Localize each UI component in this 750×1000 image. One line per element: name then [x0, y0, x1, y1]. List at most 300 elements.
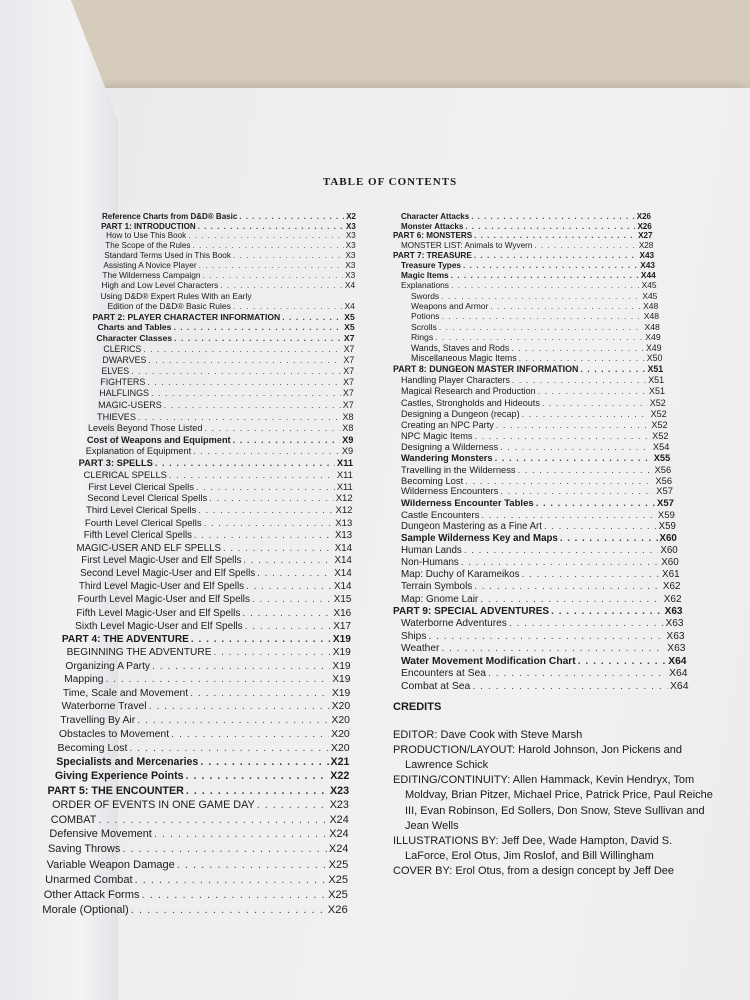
toc-entry-page: X21	[330, 756, 350, 769]
toc-entry-leader	[164, 400, 341, 410]
toc-entry-label: Other Attack Forms	[43, 888, 140, 901]
toc-entry-label: DWARVES	[102, 354, 147, 365]
toc-entry-label: Reference Charts from D&D® Basic	[102, 212, 238, 221]
toc-entry-leader	[480, 594, 661, 605]
toc-entry	[401, 631, 685, 642]
toc-entry	[401, 476, 672, 486]
toc-entry-leader	[246, 582, 332, 593]
toc-entry	[55, 771, 349, 783]
toc-entry-label: Becoming Lost	[401, 474, 464, 486]
toc-entry-page: X9	[341, 446, 354, 457]
toc-entry-leader	[488, 668, 667, 679]
toc-entry-label: Obstacles to Movement	[58, 728, 170, 740]
toc-entry-page: X43	[639, 251, 655, 261]
toc-entry-page: X57	[656, 497, 674, 509]
toc-entry-label: Assisting A Novice Player	[103, 261, 197, 270]
toc-entry-label: Travelling in the Wilderness	[401, 464, 516, 475]
toc-entry-leader	[149, 701, 330, 712]
toc-entry-page: X48	[643, 300, 659, 311]
toc-entry-label: Handling Player Characters	[401, 374, 510, 385]
toc-entry-label: PART 2: PLAYER CHARACTER INFORMATION	[92, 311, 281, 322]
toc-entry-label: Unarmed Combat	[45, 873, 133, 886]
toc-entry-page: X14	[334, 567, 352, 579]
toc-entry	[80, 569, 352, 580]
toc-entry-label: Ships	[401, 630, 427, 642]
toc-entry-label: MAGIC-USER AND ELF SPELLS	[76, 542, 222, 554]
toc-entry-leader	[151, 389, 341, 399]
toc-entry-leader	[200, 757, 328, 769]
toc-entry-page: X64	[670, 680, 689, 692]
toc-entry	[42, 904, 347, 916]
toc-entry-page: X19	[331, 687, 351, 699]
toc-entry-label: Designing a Wilderness	[401, 441, 499, 452]
toc-entry-leader	[191, 634, 331, 645]
toc-entry-leader	[534, 241, 636, 250]
toc-entry-page: X43	[640, 261, 655, 271]
toc-entry	[393, 365, 663, 375]
toc-entry	[393, 606, 683, 617]
toc-entry-label: Water Movement Modification Chart	[401, 655, 576, 667]
toc-entry	[96, 334, 354, 344]
toc-entry-page: X4	[344, 280, 356, 291]
toc-entry	[401, 442, 669, 452]
toc-entry	[401, 241, 653, 250]
toc-entry-leader	[542, 398, 648, 408]
toc-entry	[56, 757, 349, 769]
toc-entry-label: Scrolls	[411, 321, 437, 332]
toc-entry-leader	[511, 344, 644, 354]
toc-entry-page: X27	[638, 231, 653, 241]
toc-entry	[411, 292, 657, 301]
toc-entry-page: X51	[649, 385, 665, 396]
toc-entry-label: Potions	[411, 311, 440, 322]
toc-entry	[105, 241, 355, 250]
toc-entry-page: X7	[343, 376, 354, 387]
toc-entry-leader	[203, 271, 344, 280]
toc-entry-page: X19	[332, 674, 351, 685]
toc-entry-page: X9	[342, 434, 354, 445]
toc-entry-leader	[106, 674, 331, 685]
toc-entry	[92, 313, 354, 323]
toc-entry	[411, 354, 662, 364]
toc-entry	[401, 546, 678, 557]
toc-entry-leader	[428, 631, 664, 642]
toc-entry	[85, 519, 352, 530]
toc-entry-page: X7	[343, 354, 355, 365]
toc-entry-leader	[522, 409, 649, 419]
toc-entry-label: Map: Duchy of Karameikos	[401, 568, 520, 580]
toc-entry-leader	[435, 333, 643, 343]
toc-entry-label: Wilderness Encounter Tables	[401, 497, 534, 509]
toc-entry-label: Giving Experience Points	[54, 770, 184, 783]
toc-entry-leader	[204, 519, 334, 530]
toc-entry-leader	[442, 312, 642, 322]
toc-entry-label: Terrain Symbols	[401, 580, 473, 592]
toc-entry	[393, 231, 653, 240]
toc-entry	[411, 302, 658, 312]
toc-entry-label: First Level Clerical Spells	[88, 481, 194, 492]
toc-entry-page: X63	[667, 643, 686, 655]
toc-entry-leader	[198, 506, 333, 517]
toc-entry-label: Swords	[411, 290, 440, 301]
toc-entry-leader	[233, 251, 343, 260]
toc-entry-label: Castle Encounters	[401, 509, 480, 521]
toc-entry-leader	[142, 889, 327, 901]
toc-entry-leader	[131, 904, 326, 916]
toc-entry	[84, 531, 352, 542]
toc-entry	[97, 323, 354, 333]
toc-entry-page: X13	[335, 517, 353, 529]
toc-entry-page: X15	[333, 593, 352, 605]
toc-entry-label: First Level Magic-User and Elf Spells	[81, 555, 242, 567]
toc-entry-label: High and Low Level Characters	[101, 280, 219, 291]
credits-line: LaForce, Erol Otus, Jim Roslof, and Bill Willingham	[405, 849, 654, 862]
toc-entry-page: X23	[329, 784, 350, 797]
toc-entry-label: CLERICAL SPELLS	[83, 470, 167, 480]
toc-entry	[401, 409, 667, 419]
toc-entry-page: X3	[345, 261, 356, 270]
toc-entry-leader	[152, 661, 330, 672]
toc-entry-label: Defensive Movement	[49, 828, 152, 841]
toc-entry-label: Fourth Level Clerical Spells	[84, 517, 202, 529]
toc-entry-leader	[496, 420, 650, 430]
toc-entry-label: Weather	[401, 643, 440, 655]
toc-entry-leader	[137, 715, 329, 726]
toc-entry	[401, 222, 652, 231]
toc-entry-leader	[135, 874, 327, 886]
toc-entry-leader	[560, 534, 658, 545]
toc-entry-label: The Scope of the Rules	[105, 241, 191, 251]
toc-entry-page: X25	[328, 873, 349, 886]
toc-entry	[58, 743, 350, 755]
toc-entry-leader	[220, 281, 343, 290]
toc-entry	[401, 618, 684, 629]
toc-entry-page: X45	[641, 280, 657, 291]
toc-entry-leader	[190, 688, 330, 699]
toc-entry	[401, 668, 688, 679]
toc-entry-label: NPC Magic Items	[401, 430, 473, 441]
credits-line: Moldvay, Brian Pitzer, Michael Price, Patrick Price, Paul Reiche	[405, 789, 713, 802]
toc-entry-page: X63	[664, 606, 683, 618]
toc-entry-leader	[147, 378, 341, 388]
toc-entry-page: X19	[332, 660, 351, 672]
toc-entry	[107, 302, 354, 312]
toc-entry	[401, 594, 682, 605]
toc-entry	[59, 729, 350, 741]
toc-entry-label: Fifth Level Clerical Spells	[83, 530, 192, 541]
toc-entry	[401, 656, 686, 667]
toc-entry-page: X12	[335, 505, 353, 517]
toc-entry-leader	[490, 302, 641, 312]
toc-entry-leader	[98, 815, 327, 827]
toc-entry	[411, 323, 660, 333]
toc-entry	[67, 647, 351, 658]
toc-entry	[104, 251, 355, 260]
toc-entry-page: X3	[345, 251, 356, 260]
toc-entry	[401, 431, 668, 441]
toc-entry-page: X16	[333, 607, 352, 619]
toc-entry-label: Combat at Sea	[401, 680, 471, 692]
toc-entry-leader	[174, 334, 342, 344]
toc-entry-page: X51	[647, 364, 664, 374]
toc-entry-label: ELVES	[101, 365, 130, 376]
toc-entry-label: Miscellaneous Magic Items	[411, 353, 517, 364]
toc-entry-leader	[518, 465, 653, 475]
toc-entry	[401, 376, 664, 386]
toc-entry-label: Wands, Staves and Rods	[411, 342, 510, 353]
toc-entry-label: Using D&D® Expert Rules With an Early	[100, 290, 252, 301]
toc-entry-leader	[439, 323, 643, 333]
toc-entry-leader	[233, 302, 343, 312]
toc-entry	[62, 634, 351, 645]
toc-entry	[102, 212, 356, 221]
toc-entry-leader	[536, 499, 655, 510]
toc-entry-label: Wandering Monsters	[401, 453, 493, 464]
toc-entry-leader	[441, 292, 640, 301]
toc-entry-page: X3	[345, 231, 356, 241]
toc-entry-leader	[129, 743, 328, 755]
toc-entry-page: X11	[337, 458, 354, 469]
toc-entry-leader	[199, 261, 344, 270]
toc-entry-leader	[177, 859, 327, 871]
toc-entry-leader	[495, 453, 652, 463]
toc-entry-page: X64	[669, 668, 688, 680]
toc-entry-leader	[245, 621, 331, 632]
toc-entry-page: X50	[646, 353, 663, 364]
toc-entry	[401, 487, 673, 497]
toc-entry-label: Treasure Types	[401, 261, 462, 271]
toc-entry	[401, 398, 666, 408]
toc-entry-leader	[451, 281, 640, 290]
toc-entry-leader	[474, 582, 661, 593]
credits-line: COVER BY: Erol Otus, from a design concept by Jeff Dee	[393, 864, 675, 877]
toc-entry-page: X14	[334, 542, 352, 554]
toc-entry-page: X20	[331, 701, 351, 713]
toc-entry-label: Character Classes	[96, 332, 173, 343]
toc-entry	[75, 621, 351, 632]
toc-entry	[79, 582, 352, 593]
toc-entry-page: X5	[344, 322, 355, 333]
toc-entry-label: How to Use This Book	[106, 231, 187, 241]
toc-entry-leader	[252, 595, 332, 606]
toc-entry-label: Travelling By Air	[60, 715, 136, 727]
toc-entry-leader	[194, 531, 333, 542]
toc-entry-leader	[188, 231, 344, 240]
toc-entry-page: X57	[656, 486, 674, 498]
toc-entry-page: X11	[336, 470, 353, 480]
toc-entry	[78, 595, 352, 606]
toc-entry-page: X54	[652, 441, 670, 452]
toc-entry	[102, 356, 354, 366]
toc-entry-leader	[580, 365, 645, 375]
toc-entry-leader	[209, 494, 334, 504]
toc-entry-leader	[154, 829, 327, 841]
toc-entry-leader	[169, 470, 335, 480]
toc-entry-page: X56	[655, 474, 673, 486]
toc-entry	[401, 511, 675, 522]
toc-entry-page: X22	[330, 770, 350, 783]
toc-entry-page: X8	[342, 423, 354, 433]
toc-entry	[88, 482, 352, 492]
toc-entry	[401, 261, 655, 270]
toc-entry-leader	[143, 345, 341, 355]
toc-entry-page: X13	[335, 530, 353, 541]
toc-entry	[76, 608, 351, 619]
toc-entry-page: X26	[637, 221, 652, 231]
toc-entry-page: X14	[334, 555, 352, 567]
toc-entry-leader	[242, 608, 331, 619]
toc-entry-label: PART 7: TREASURE	[393, 251, 472, 261]
toc-entry	[48, 786, 350, 798]
toc-entry	[393, 251, 654, 260]
toc-entry	[401, 212, 651, 221]
toc-entry	[401, 681, 689, 692]
toc-entry	[48, 844, 348, 856]
toc-entry	[401, 643, 685, 654]
toc-entry-page: X24	[329, 813, 349, 826]
toc-entry-label: Variable Weapon Damage	[46, 858, 175, 871]
toc-entry-page: X48	[643, 311, 660, 322]
toc-entry-label: Fourth Level Magic-User and Elf Spells	[77, 593, 250, 605]
toc-entry-label: Wilderness Encounters	[401, 486, 499, 498]
toc-entry	[47, 859, 349, 871]
toc-entry-page: X14	[333, 580, 352, 592]
toc-entry-label: PART 9: SPECIAL ADVENTURES	[393, 606, 550, 618]
toc-entry-page: X52	[652, 430, 669, 441]
toc-entry-leader	[538, 387, 647, 397]
toc-entry-label: PART 1: INTRODUCTION	[101, 221, 196, 231]
toc-entry-page: X56	[654, 464, 672, 475]
toc-entry-label: Morale (Optional)	[42, 903, 129, 916]
toc-entry-page: X52	[649, 397, 666, 408]
toc-entry-label: Organizing A Party	[65, 660, 151, 672]
toc-entry-label: Time, Scale and Movement	[62, 687, 189, 699]
toc-entry-label: Rings	[411, 332, 434, 343]
toc-entry-page: X8	[342, 411, 354, 422]
toc-entry-page: X63	[665, 618, 684, 630]
toc-entry-page: X25	[328, 858, 349, 871]
toc-entry-label: Weapons and Armor	[411, 300, 489, 311]
toc-entry-page: X3	[345, 270, 356, 281]
toc-entry	[98, 400, 354, 410]
toc-entry	[79, 458, 353, 468]
toc-entry-label: Explanations	[401, 280, 449, 291]
toc-entry	[65, 661, 350, 672]
toc-entry-label: Mapping	[64, 674, 104, 685]
toc-entry-label: Edition of the D&D® Basic Rules	[107, 301, 231, 311]
toc-entry-leader	[257, 800, 328, 812]
toc-entry	[106, 231, 356, 240]
toc-entry-page: X24	[328, 842, 349, 855]
toc-entry-label: Second Level Clerical Spells	[87, 493, 208, 505]
toc-entry-label: Explanation of Equipment	[85, 446, 192, 457]
toc-entry	[401, 453, 670, 463]
toc-entry-label: BEGINNING THE ADVENTURE	[66, 647, 212, 659]
toc-entry	[64, 674, 350, 685]
toc-entry	[87, 435, 353, 445]
toc-entry-page: X17	[333, 620, 352, 632]
toc-entry-page: X26	[636, 212, 651, 221]
toc-entry	[51, 815, 349, 827]
toc-entry	[103, 261, 355, 270]
toc-entry	[401, 570, 680, 581]
toc-entry-leader	[173, 323, 342, 333]
toc-entry-label: Standard Terms Used in This Book	[104, 251, 231, 260]
toc-entry	[411, 333, 661, 343]
page-title: TABLE OF CONTENTS	[322, 176, 458, 188]
toc-entry	[97, 412, 354, 422]
toc-entry	[88, 423, 354, 433]
toc-entry-label: Third Level Clerical Spells	[86, 505, 197, 517]
toc-entry	[87, 494, 352, 504]
toc-entry-page: X20	[331, 715, 350, 727]
credits-line: EDITOR: Dave Cook with Steve Marsh	[393, 729, 583, 741]
toc-entry-leader	[544, 522, 657, 533]
toc-entry-leader	[193, 446, 340, 456]
credits-line: III, Evan Robinson, Ed Sollers, Don Snow, Steve Sullivan and	[405, 804, 705, 817]
toc-entry-page: X7	[343, 365, 355, 376]
toc-entry-page: X51	[648, 374, 665, 385]
toc-entry	[401, 465, 671, 475]
toc-entry-leader	[131, 367, 341, 377]
toc-entry	[52, 800, 349, 812]
toc-entry	[401, 522, 676, 533]
toc-entry-label: Sample Wilderness Key and Maps	[401, 533, 558, 545]
toc-entry-leader	[551, 606, 663, 617]
credits-line: PRODUCTION/LAYOUT: Harold Johnson, Jon Pickens and	[393, 744, 682, 757]
toc-entry	[401, 558, 679, 569]
toc-entry-leader	[465, 222, 635, 231]
toc-entry-label: Human Lands	[401, 544, 462, 556]
toc-entry-label: THIEVES	[97, 411, 136, 422]
toc-entry-label: Magical Research and Production	[401, 385, 536, 396]
toc-entry-page: X4	[344, 301, 355, 311]
toc-entry	[411, 344, 662, 354]
toc-entry-label: Non-Humans	[401, 556, 459, 568]
toc-entry-page: X11	[336, 481, 353, 492]
toc-entry-label: MONSTER LIST: Animals to Wyvern	[401, 241, 533, 251]
toc-entry-page: X52	[650, 408, 667, 419]
toc-entry-leader	[186, 786, 328, 798]
toc-entry	[101, 222, 356, 231]
toc-entry-page: X44	[640, 270, 656, 281]
toc-entry-label: Becoming Lost	[57, 742, 128, 754]
toc-entry-leader	[509, 618, 664, 629]
toc-entry-label: Saving Throws	[47, 842, 121, 855]
toc-entry-label: COMBAT	[50, 813, 97, 826]
toc-entry-page: X61	[662, 568, 680, 580]
toc-entry-leader	[461, 558, 659, 569]
credits-line: EDITING/CONTINUITY: Allen Hammack, Kevin Hendryx, Tom	[393, 774, 695, 787]
toc-entry-page: X7	[342, 387, 354, 398]
toc-entry-page: X59	[657, 509, 675, 521]
toc-entry-leader	[243, 556, 332, 567]
toc-entry-label: Castles, Strongholds and Hideouts	[401, 397, 540, 408]
toc-entry	[401, 387, 665, 397]
toc-entry-page: X45	[642, 290, 658, 301]
toc-entry-leader	[441, 643, 665, 654]
toc-entry-label: Waterborne Travel	[61, 701, 147, 713]
toc-entry-page: X60	[659, 533, 677, 545]
toc-entry-page: X19	[332, 633, 351, 645]
toc-entry-leader	[481, 511, 655, 522]
toc-entry	[103, 345, 354, 355]
toc-entry-label: PART 3: SPELLS	[78, 458, 153, 469]
toc-entry-label: Magic Items	[401, 270, 449, 281]
toc-entry	[99, 389, 354, 399]
toc-entry-label: Monster Attacks	[401, 221, 464, 231]
toc-entry	[86, 506, 352, 517]
